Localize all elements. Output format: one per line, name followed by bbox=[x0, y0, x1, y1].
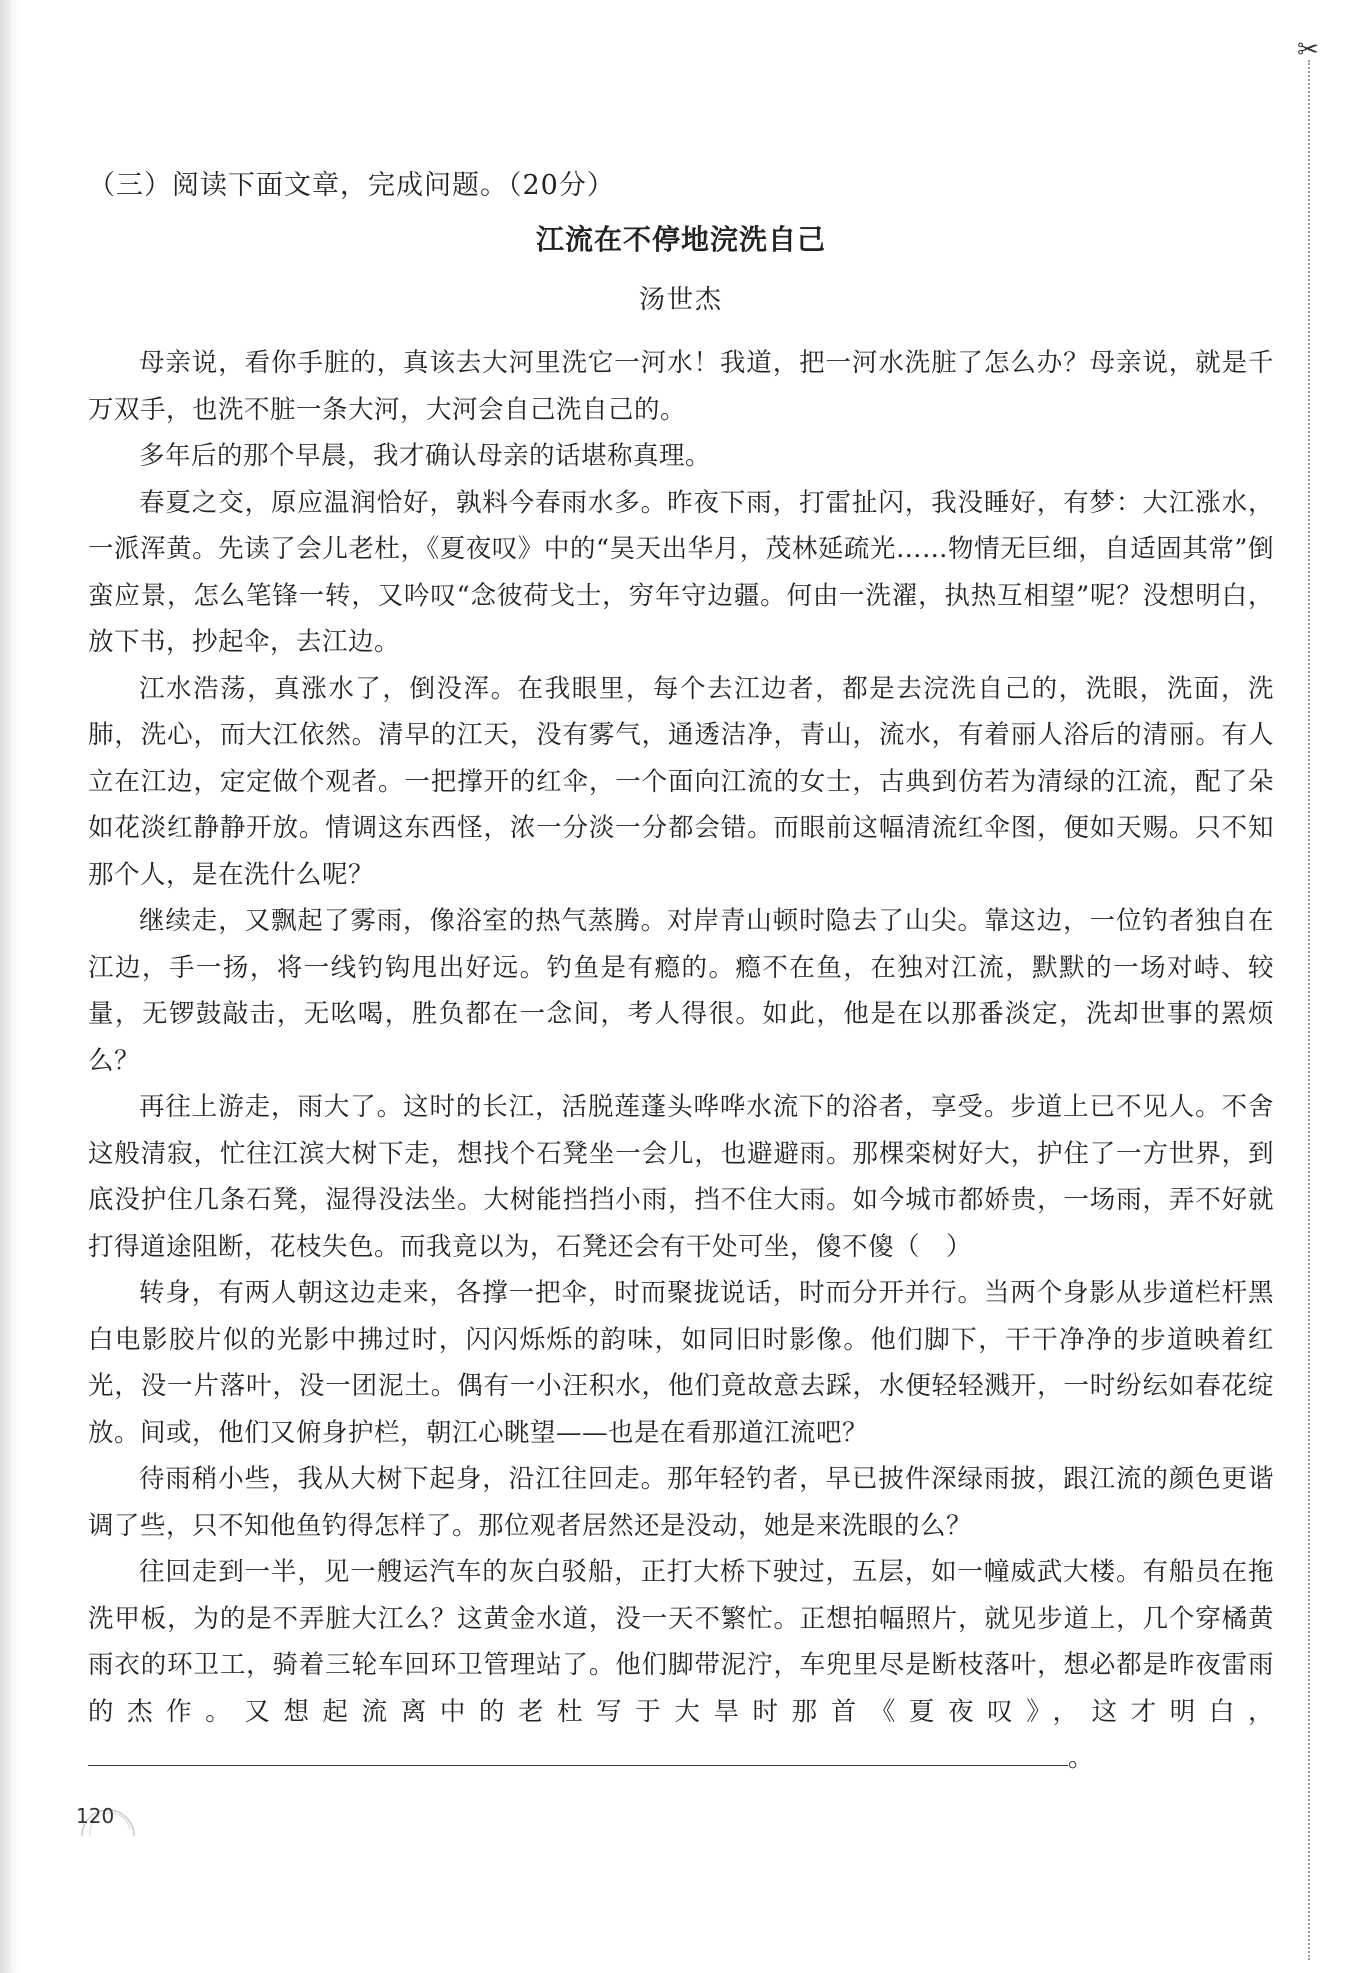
paragraph-6: 再往上游走，雨大了。这时的长江，活脱莲蓬头哗哗水流下的浴者，享受。步道上已不见人。不舍这般清寂，忙往江滨大树下走，想找个石凳坐一会儿，也避避雨。那棵栾树好大，护住了一方世界，到底没护住几条石凳，湿得没法坐。大树能挡挡小雨，挡不住大雨。如今城市都娇贵，一场雨，弄不好就打得道途阻断，花枝失色。而我竟以为，石凳还会有干处可坐，傻不傻（ ） bbox=[88, 1092, 1274, 1262]
paragraph-2: 多年后的那个早晨，我才确认母亲的话堪称真理。 bbox=[139, 441, 712, 471]
cut-dotted-line bbox=[1308, 60, 1310, 1960]
page-gutter-shadow bbox=[0, 0, 22, 1973]
paragraph-9-end: 。 bbox=[1068, 1743, 1095, 1773]
paragraph-1: 母亲说，看你手脏的，真该去大河里洗它一河水！我道，把一河水洗脏了怎么办？母亲说，就是千万双手，也洗不脏一条大河，大河会自己洗自己的。 bbox=[88, 348, 1274, 425]
paragraph-9-text: 往回走到一半，见一艘运汽车的灰白驳船，正打大桥下驶过，五层，如一幢威武大楼。有船员在拖洗甲板，为的是不弄脏大江么？这黄金水道，没一天不繁忙。正想拍幅照片，就见步道上，几个穿橘黄雨衣的环卫工，骑着三轮车回环卫管理站了。他们脚带泥泞，车兜里尽是断枝落叶，想必都是昨夜雷雨的杰作。又想起流离中的老杜写于大旱时那首《夏夜叹》，这才明白， bbox=[88, 1557, 1274, 1727]
paragraph-9 bbox=[88, 1549, 1274, 1782]
article-author: 汤世杰 bbox=[638, 285, 723, 315]
paragraph-3: 春夏之交，原应温润恰好，孰料今春雨水多。昨夜下雨，打雷扯闪，我没睡好，有梦：大江涨水，一派浑黄。先读了会儿老杜，《夏夜叹》中的“昊天出华月，茂林延疏光……物情无巨细，自适固其常”倒蛮应景，怎么笔锋一转，又吟叹“念彼荷戈士，穷年守边疆。何由一洗濯，执热互相望”呢？没想明白，放下书，抄起伞，去江边。 bbox=[88, 487, 1274, 657]
paragraph-4: 江水浩荡，真涨水了，倒没浑。在我眼里，每个去江边者，都是去浣洗自己的，洗眼，洗面，洗肺，洗心，而大江依然。清早的江天，没有雾气，通透洁净，青山，流水，有着丽人浴后的清丽。有人立在江边，定定做个观者。一把撑开的红伞，一个面向江流的女士，古典到仿若为清绿的江流，配了朵如花淡红静静开放。情调这东西怪，浓一分淡一分都会错。而眼前这幅清流红伞图，便如天赐。只不知那个人，是在洗什么呢？ bbox=[88, 673, 1274, 890]
page-number-badge bbox=[72, 1790, 144, 1842]
paragraph-7: 转身，有两人朝这边走来，各撑一把伞，时而聚拢说话，时而分开并行。当两个身影从步道栏杆黑白电影胶片似的光影中拂过时，闪闪烁烁的韵味，如同旧时影像。他们脚下，干干净净的步道映着红光，没一片落叶，没一团泥土。偶有一小汪积水，他们竟故意去踩，水便轻轻溅开，一时纷纭如春花绽放。间或，他们又俯身护栏，朝江心眺望——也是在看那道江流吧？ bbox=[88, 1278, 1274, 1448]
paragraph-5: 继续走，又飘起了雾雨，像浴室的热气蒸腾。对岸青山顿时隐去了山尖。靠这边，一位钓者独自在江边，手一扬，将一线钓钩甩出好远。钓鱼是有瘾的。瘾不在鱼，在独对江流，默默的一场对峙、较量，无锣鼓敲击，无吆喝，胜负都在一念间，考人得很。如此，他是在以那番淡定，洗却世事的罴烦么？ bbox=[88, 906, 1274, 1076]
paragraph-8: 待雨稍小些，我从大树下起身，沿江往回走。那年轻钓者，早已披件深绿雨披，跟江流的颜色更谐调了些，只不知他鱼钓得怎样了。那位观者居然还是没动，她是来洗眼的么？ bbox=[88, 1464, 1274, 1541]
article-content bbox=[88, 160, 1274, 1782]
scissors-icon: ✂ bbox=[1297, 35, 1319, 65]
article-title: 江流在不停地浣洗自己 bbox=[535, 223, 826, 256]
page-number: 120 bbox=[76, 1804, 115, 1828]
section-heading: （三）阅读下面文章，完成问题。（20分） bbox=[88, 170, 615, 201]
answer-blank-line[interactable] bbox=[88, 1735, 1068, 1766]
